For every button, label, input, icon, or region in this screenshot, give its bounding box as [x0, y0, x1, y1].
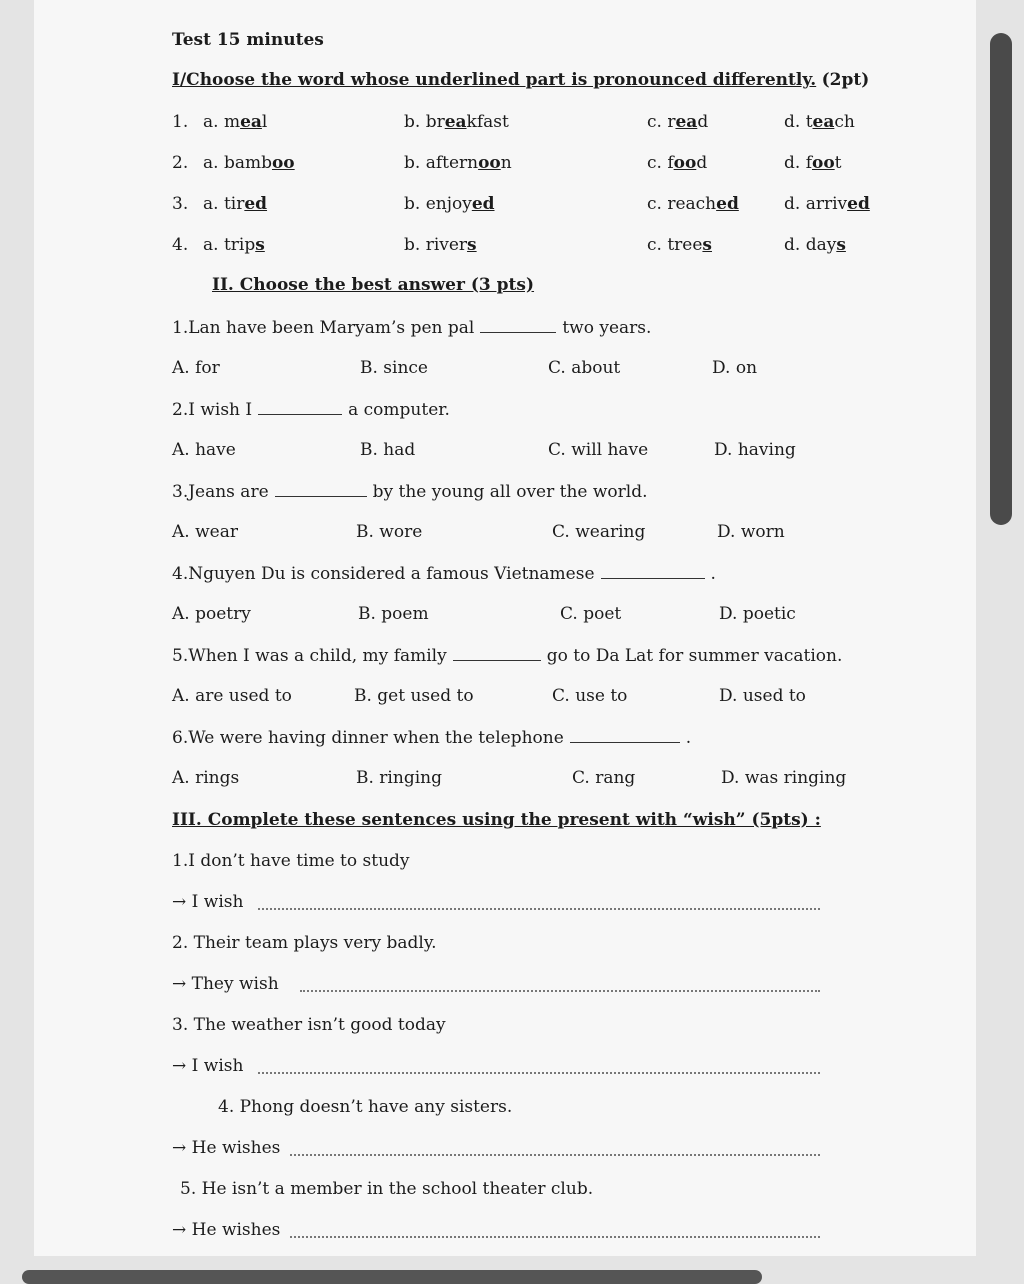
word-prefix: b. enjoy [404, 194, 472, 214]
question-text-after: . [710, 564, 716, 584]
wish-prompt: → I wish [172, 1056, 244, 1076]
word-option [784, 189, 870, 219]
answer-option: C. rang [572, 768, 636, 788]
word-option [203, 148, 295, 178]
section2-heading: II. Choose the best answer (3 pts) [212, 275, 535, 295]
answer-blank [275, 476, 367, 497]
word-prefix: c. r [647, 112, 676, 132]
question-text-after: two years. [562, 318, 652, 338]
answer-option: D. used to [719, 686, 806, 706]
question-text-before: 1.Lan have been Maryam’s pen pal [172, 318, 475, 338]
question-stem [172, 312, 651, 342]
underlined-part: oo [811, 153, 835, 173]
answer-option: A. wear [172, 522, 238, 542]
question-text-after: go to Da Lat for summer vacation. [546, 646, 843, 666]
question-stem [172, 722, 691, 752]
answer-dotted-line[interactable] [258, 1072, 820, 1074]
answer-option: B. wore [356, 522, 423, 542]
word-prefix: a. m [203, 112, 241, 132]
question-stem [172, 476, 648, 506]
word-prefix: d. f [784, 153, 812, 173]
sentence: 5. He isn’t a member in the school theater club. [180, 1179, 594, 1199]
vertical-scrollbar[interactable] [990, 33, 1012, 525]
underlined-part: ea [675, 112, 698, 132]
underlined-part: s [702, 235, 712, 255]
answer-option: A. for [172, 358, 220, 378]
wish-prompt: → I wish [172, 892, 244, 912]
answer-option: B. had [360, 440, 416, 460]
question-text-after: by the young all over the world. [372, 482, 648, 502]
answer-dotted-line[interactable] [300, 990, 820, 992]
wish-prompt: → He wishes [172, 1220, 281, 1240]
question-stem [172, 640, 842, 670]
answer-option: D. was ringing [721, 768, 847, 788]
word-option [404, 189, 495, 219]
answer-option: C. poet [560, 604, 622, 624]
answer-option: A. are used to [172, 686, 292, 706]
word-option [203, 189, 267, 219]
word-suffix: d [696, 153, 708, 173]
answer-option: D. poetic [719, 604, 796, 624]
word-prefix: a. trip [203, 235, 256, 255]
word-prefix: d. t [784, 112, 813, 132]
answer-option: B. poem [358, 604, 429, 624]
underlined-part: ed [716, 194, 739, 214]
underlined-part: ea [812, 112, 835, 132]
word-suffix: ch [834, 112, 855, 132]
answer-option: D. having [714, 440, 796, 460]
section1-points: (2pt) [821, 70, 870, 90]
word-option [647, 189, 739, 219]
word-prefix: d. arriv [784, 194, 848, 214]
underlined-part: s [467, 235, 477, 255]
answer-blank [601, 558, 705, 579]
section1-heading-text: I/Choose the word whose underlined part is pronounced differently. [172, 70, 817, 90]
question-text-after: . [685, 728, 692, 748]
word-option [784, 107, 855, 137]
answer-option: C. use to [552, 686, 628, 706]
answer-option: B. ringing [356, 768, 442, 788]
question-text-after: a computer. [348, 400, 450, 420]
word-suffix: d [697, 112, 709, 132]
answer-blank [453, 640, 541, 661]
question-stem [172, 394, 450, 424]
item-number: 2. [172, 153, 189, 173]
section3-heading: III. Complete these sentences using the present with “wish” (5pts) : [172, 810, 821, 830]
word-option [203, 107, 267, 137]
underlined-part: oo [271, 153, 295, 173]
answer-option: D. worn [717, 522, 785, 542]
question-text-before: 2.I wish I [172, 400, 253, 420]
answer-option: C. will have [548, 440, 649, 460]
word-option [647, 230, 712, 260]
question-text-before: 4.Nguyen Du is considered a famous Vietnamese [172, 564, 595, 584]
item-number: 4. [172, 235, 189, 255]
underlined-part: ea [444, 112, 467, 132]
underlined-part: ed [471, 194, 495, 214]
word-suffix: kfast [466, 112, 509, 132]
sentence: 2. Their team plays very badly. [172, 933, 437, 953]
word-option [647, 148, 707, 178]
item-number: 1. [172, 112, 189, 132]
answer-option: C. about [548, 358, 621, 378]
test-title: Test 15 minutes [172, 30, 324, 50]
answer-option: A. poetry [172, 604, 251, 624]
question-stem [172, 558, 716, 588]
word-option [784, 148, 842, 178]
answer-dotted-line[interactable] [290, 1236, 820, 1238]
word-suffix: t [834, 153, 842, 173]
item-number: 3. [172, 194, 189, 214]
underlined-part: s [836, 235, 846, 255]
word-option [647, 107, 708, 137]
answer-dotted-line[interactable] [290, 1154, 820, 1156]
question-text-before: 6.We were having dinner when the telephone [172, 728, 564, 748]
underlined-part: ea [240, 112, 262, 132]
answer-option: A. have [172, 440, 236, 460]
answer-option: B. get used to [354, 686, 474, 706]
underlined-part: oo [478, 153, 501, 173]
word-prefix: a. bamb [203, 153, 272, 173]
sentence: 3. The weather isn’t good today [172, 1015, 446, 1035]
word-prefix: c. reach [647, 194, 717, 214]
word-option [203, 230, 265, 260]
word-suffix: l [261, 112, 268, 132]
wish-prompt: → He wishes [172, 1138, 281, 1158]
word-prefix: b. river [404, 235, 468, 255]
underlined-part: ed [847, 194, 870, 214]
answer-option: A. rings [172, 768, 240, 788]
answer-blank [480, 312, 556, 333]
word-prefix: b. br [404, 112, 445, 132]
word-prefix: d. day [784, 235, 837, 255]
question-text-before: 5.When I was a child, my family [172, 646, 447, 666]
word-prefix: c. tree [647, 235, 703, 255]
underlined-part: s [255, 235, 265, 255]
wish-prompt: → They wish [172, 974, 279, 994]
word-option [404, 107, 509, 137]
word-prefix: b. aftern [404, 153, 479, 173]
word-option [404, 148, 512, 178]
question-text-before: 3.Jeans are [172, 482, 269, 502]
word-prefix: c. f [647, 153, 674, 173]
word-prefix: a. tir [203, 194, 245, 214]
word-suffix: n [500, 153, 512, 173]
answer-option: B. since [360, 358, 428, 378]
section1-heading [172, 65, 869, 95]
sentence: 4. Phong doesn’t have any sisters. [218, 1097, 513, 1117]
word-option [404, 230, 477, 260]
underlined-part: ed [244, 194, 268, 214]
answer-option: D. on [712, 358, 758, 378]
underlined-part: oo [673, 153, 697, 173]
sentence: 1.I don’t have time to study [172, 851, 410, 871]
word-option [784, 230, 846, 260]
answer-blank [258, 394, 342, 415]
answer-dotted-line[interactable] [258, 908, 820, 910]
answer-option: C. wearing [552, 522, 646, 542]
answer-blank [570, 722, 680, 743]
